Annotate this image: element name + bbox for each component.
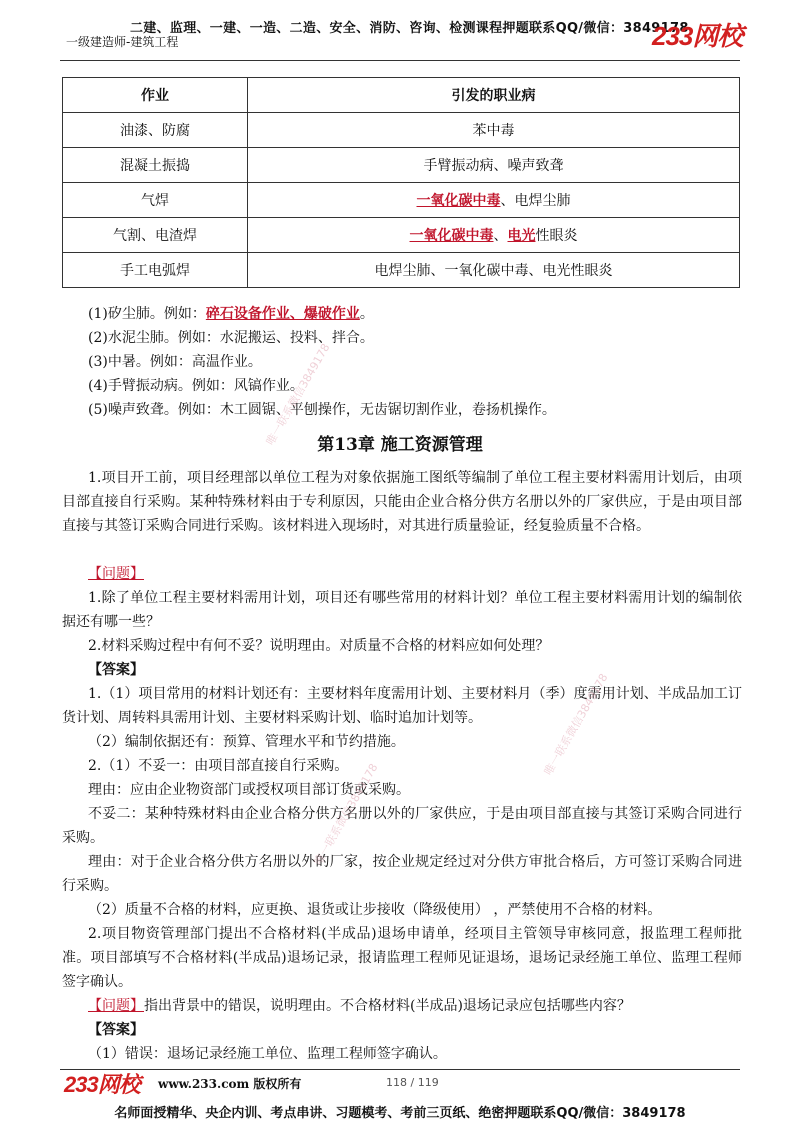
- question-1: 1.除了单位工程主要材料需用计划，项目还有哪些常用的材料计划？单位工程主要材料需用计划的编制依据还有哪一些？: [62, 590, 742, 630]
- highlight-text: 一氧化碳中毒: [409, 228, 494, 244]
- list-item-suffix: 。: [359, 306, 374, 322]
- case2-question: [88, 994, 743, 1018]
- page-number: 118 / 119: [386, 1076, 439, 1089]
- table-cell-disease: [248, 218, 740, 253]
- footer-logo: 233网校: [64, 1072, 140, 1097]
- table-cell-work: 混凝土振捣: [63, 148, 248, 183]
- list-item: (2)水泥尘肺。例如：水泥搬运、投料、拌合。: [88, 330, 374, 346]
- table-row: [63, 183, 740, 218]
- table-cell-disease: 手臂振动病、噪声致聋: [248, 148, 740, 183]
- cell-text: 、: [493, 228, 508, 244]
- table-cell-work: 气焊: [63, 183, 248, 218]
- cell-text: 性眼炎: [535, 228, 578, 244]
- header-subtitle: 一级建造师-建筑工程: [66, 35, 179, 49]
- table-row: [63, 148, 740, 183]
- watermark: 唯一联系微信3849178: [311, 761, 381, 868]
- question-label-text: 【问题】: [88, 566, 144, 582]
- header-logo: 233网校: [652, 21, 743, 51]
- table-cell-disease: 苯中毒: [248, 113, 740, 148]
- table-row: [63, 253, 740, 288]
- list-item: (5)噪声致聋。例如：木工圆锯、平刨操作，无齿锯切割作业，卷扬机操作。: [88, 402, 556, 418]
- table-header-disease: 引发的职业病: [248, 78, 740, 113]
- footer-copyright: www.233.com 版权所有: [158, 1077, 302, 1091]
- watermark: 唯一联系微信3849178: [541, 671, 611, 778]
- table-cell-disease: 电焊尘肺、一氧化碳中毒、电光性眼炎: [248, 253, 740, 288]
- highlight-text: 电光: [507, 228, 536, 244]
- cell-text: 、电焊尘肺: [500, 193, 571, 209]
- case2-answer-1: （1）错误：退场记录经施工单位、监理工程师签字确认。: [88, 1046, 447, 1062]
- header-divider: [60, 60, 740, 61]
- question-text: 指出背景中的错误，说明理由。不合格材料(半成品)退场记录应包括哪些内容？: [144, 998, 631, 1014]
- table-header-work: 作业: [63, 78, 248, 113]
- case2-background: 2.项目物资管理部门提出不合格材料(半成品)退场申请单，经项目主管领导审核同意，报监理工程师批准。项目部填写不合格材料(半成品)退场记录，报请监理工程师见证退场，退场记录经施工单位、监理工程师签字确认。: [62, 926, 742, 990]
- footer-divider: [60, 1069, 740, 1070]
- footer-ad-text: 名师面授精华、央企内训、考点串讲、习题模考、考前三页纸、绝密押题联系QQ/微信：3849178: [114, 1106, 686, 1121]
- case2-answer-label: 【答案】: [88, 1022, 144, 1038]
- answer-3: 2.（1）不妥一：由项目部直接自行采购。: [88, 758, 349, 774]
- table-cell-disease: [248, 183, 740, 218]
- chapter-title: 第13章 施工资源管理: [317, 435, 483, 455]
- answer-2: （2）编制依据还有：预算、管理水平和节约措施。: [88, 734, 405, 750]
- question-2: 2.材料采购过程中有何不妥？说明理由。对质量不合格的材料应如何处理？: [88, 638, 550, 654]
- list-item: (3)中暑。例如：高温作业。: [88, 354, 262, 370]
- table-cell-work: 油漆、防腐: [63, 113, 248, 148]
- answer-7: （2）质量不合格的材料，应更换、退货或让步接收（降级使用） ，严禁使用不合格的材料。: [88, 902, 662, 918]
- answer-1: 1.（1）项目常用的材料计划还有：主要材料年度需用计划、主要材料月（季）度需用计划、半成品加工订货计划、周转料具需用计划、主要材料采购计划、临时追加计划等。: [62, 686, 742, 726]
- occupational-disease-table: [62, 77, 740, 288]
- list-item: [88, 302, 743, 326]
- header-ad-text: 二建、监理、一建、一造、二造、安全、消防、咨询、检测课程押题联系QQ/微信：3849178: [130, 21, 689, 36]
- question-label-text: 【问题】: [88, 998, 144, 1014]
- table-row: [63, 218, 740, 253]
- list-item: (4)手臂振动病。例如：风镐作业。: [88, 378, 304, 394]
- table-header-row: [63, 78, 740, 113]
- answer-5: 不妥二：某种特殊材料由企业合格分供方名册以外的厂家供应，于是由项目部直接与其签订采购合同进行采购。: [62, 806, 742, 846]
- highlight-text: 碎石设备作业、爆破作业: [205, 306, 360, 322]
- highlight-text: 一氧化碳中毒: [416, 193, 501, 209]
- table-cell-work: 手工电弧焊: [63, 253, 248, 288]
- answer-label: 【答案】: [88, 662, 144, 678]
- table-row: [63, 113, 740, 148]
- answer-6: 理由：对于企业合格分供方名册以外的厂家，按企业规定经过对分供方审批合格后，方可签订采购合同进行采购。: [62, 854, 742, 894]
- list-item-prefix: (1)矽尘肺。例如：: [88, 306, 206, 322]
- question-label: [88, 562, 743, 586]
- watermark: 唯一联系微信3849178: [263, 341, 333, 448]
- table-cell-work: 气割、电渣焊: [63, 218, 248, 253]
- answer-4: 理由：应由企业物资部门或授权项目部订货或采购。: [88, 782, 410, 798]
- case-background: 1.项目开工前，项目经理部以单位工程为对象依据施工图纸等编制了单位工程主要材料需用计划后，由项目部直接自行采购。某种特殊材料由于专利原因，只能由企业合格分供方名册以外的厂家供应，于是由项目部直接与其签订采购合同进行采购。该材料进入现场时，对其进行质量验证，经复验质量不合格。: [62, 470, 742, 534]
